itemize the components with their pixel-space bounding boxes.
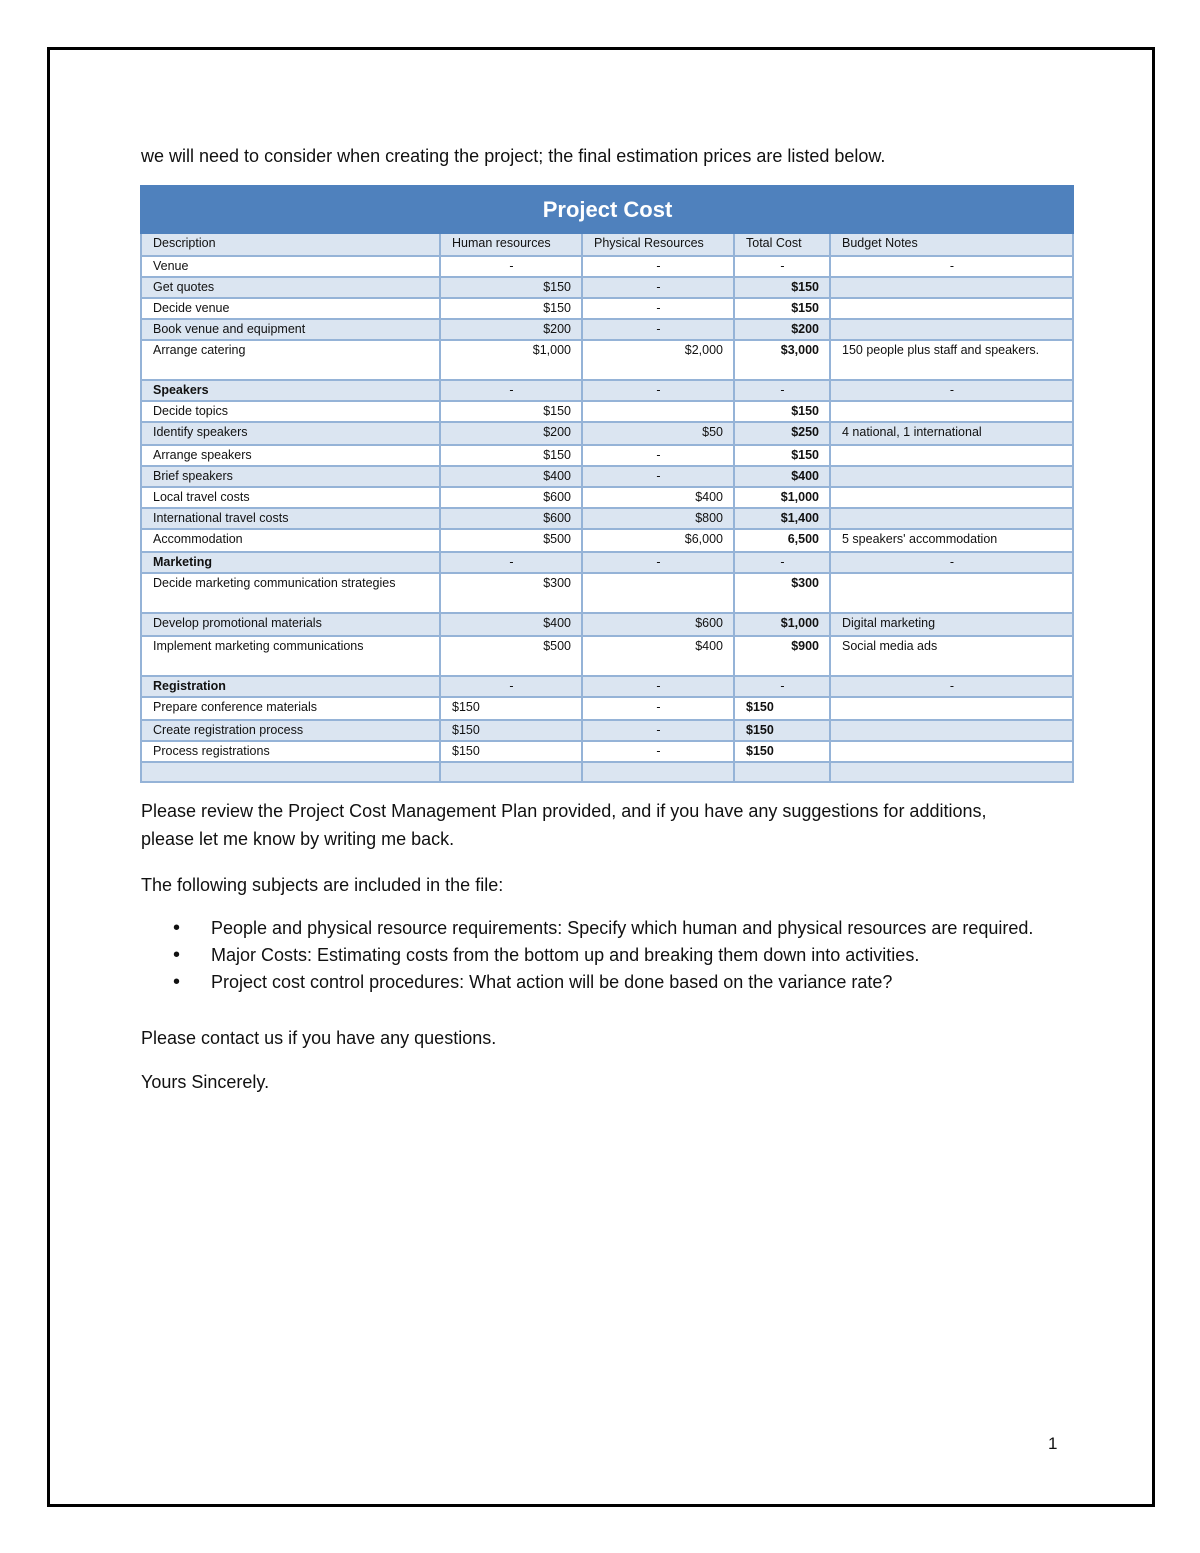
cell-human — [440, 762, 582, 782]
cell-description: Marketing — [141, 552, 440, 573]
cell-human: $200 — [440, 422, 582, 445]
cell-notes — [830, 741, 1073, 762]
cell-notes — [830, 466, 1073, 487]
cell-human: $150 — [440, 697, 582, 720]
table-row — [141, 720, 1073, 741]
cell-total: $150 — [734, 445, 830, 466]
cell-notes: 4 national, 1 international — [830, 422, 1073, 445]
cell-human: $150 — [440, 298, 582, 319]
closing-line: Yours Sincerely. — [141, 1072, 270, 1092]
cell-notes — [830, 401, 1073, 422]
table-row — [141, 508, 1073, 529]
cell-total: $150 — [734, 277, 830, 298]
cell-notes: - — [830, 552, 1073, 573]
table-row — [141, 380, 1073, 401]
cell-notes: - — [830, 676, 1073, 697]
table-row — [141, 298, 1073, 319]
table-row — [141, 762, 1073, 782]
cell-human: $150 — [440, 741, 582, 762]
subjects-paragraph: The following subjects are included in the file: — [141, 875, 504, 895]
table-row — [141, 552, 1073, 573]
cell-notes: Social media ads — [830, 636, 1073, 676]
cell-notes — [830, 720, 1073, 741]
cell-notes: Digital marketing — [830, 613, 1073, 636]
cell-total: $250 — [734, 422, 830, 445]
cell-human: $150 — [440, 720, 582, 741]
cell-physical: - — [582, 256, 734, 277]
table-row — [141, 466, 1073, 487]
table-row — [141, 256, 1073, 277]
cell-notes — [830, 487, 1073, 508]
cell-total: - — [734, 256, 830, 277]
cell-human: $300 — [440, 573, 582, 613]
cell-notes — [830, 508, 1073, 529]
cell-description: Venue — [141, 256, 440, 277]
header-physical-resources: Physical Resources — [582, 233, 734, 256]
cell-human: - — [440, 256, 582, 277]
cell-physical: - — [582, 676, 734, 697]
cell-human: $500 — [440, 529, 582, 552]
cell-description: Identify speakers — [141, 422, 440, 445]
cell-physical — [582, 401, 734, 422]
cell-total: $1,000 — [734, 487, 830, 508]
cell-human: $150 — [440, 445, 582, 466]
review-paragraph: Please review the Project Cost Management Plan provided, and if you have any suggestions for additions, please let me know by writing me back. — [141, 801, 987, 849]
cell-notes — [830, 298, 1073, 319]
cell-description: Prepare conference materials — [141, 697, 440, 720]
header-description: Description — [141, 233, 440, 256]
cell-physical: $400 — [582, 487, 734, 508]
cell-physical: $400 — [582, 636, 734, 676]
cell-description: Speakers — [141, 380, 440, 401]
cell-physical: - — [582, 445, 734, 466]
cell-physical — [582, 573, 734, 613]
cell-notes — [830, 762, 1073, 782]
cell-total: $3,000 — [734, 340, 830, 380]
cell-description: Arrange speakers — [141, 445, 440, 466]
cell-total: $400 — [734, 466, 830, 487]
cell-description: Decide marketing communication strategies — [141, 573, 440, 613]
cell-physical: - — [582, 697, 734, 720]
cell-physical: $600 — [582, 613, 734, 636]
project-cost-table — [140, 185, 1074, 783]
cell-description: Create registration process — [141, 720, 440, 741]
contact-paragraph: Please contact us if you have any questions. — [141, 1028, 497, 1048]
cell-human: $500 — [440, 636, 582, 676]
cell-description: Decide topics — [141, 401, 440, 422]
cell-total: - — [734, 676, 830, 697]
intro-text: we will need to consider when creating the project; the final estimation prices are listed below. — [141, 146, 886, 166]
cell-physical — [582, 762, 734, 782]
cell-total: $1,400 — [734, 508, 830, 529]
cell-description: Brief speakers — [141, 466, 440, 487]
cell-description: Decide venue — [141, 298, 440, 319]
cell-human: - — [440, 380, 582, 401]
cell-notes — [830, 573, 1073, 613]
table-row — [141, 277, 1073, 298]
table-row — [141, 573, 1073, 613]
page-number: 1 — [1048, 1434, 1058, 1453]
table-row — [141, 697, 1073, 720]
table-row — [141, 676, 1073, 697]
table-row — [141, 636, 1073, 676]
header-total-cost: Total Cost — [734, 233, 830, 256]
table-title: Project Cost — [141, 186, 1073, 233]
cell-total: $1,000 — [734, 613, 830, 636]
cell-total: 6,500 — [734, 529, 830, 552]
list-item: • People and physical resource requirements: Specify which human and physical resources are required. — [211, 915, 1041, 942]
cell-human: $200 — [440, 319, 582, 340]
cell-physical: $6,000 — [582, 529, 734, 552]
cell-description — [141, 762, 440, 782]
cell-total: $150 — [734, 697, 830, 720]
cell-description: Registration — [141, 676, 440, 697]
cell-description: Get quotes — [141, 277, 440, 298]
cell-physical: - — [582, 319, 734, 340]
cell-human: $600 — [440, 508, 582, 529]
cell-description: Arrange catering — [141, 340, 440, 380]
cell-notes: 5 speakers' accommodation — [830, 529, 1073, 552]
header-budget-notes: Budget Notes — [830, 233, 1073, 256]
cell-human: $600 — [440, 487, 582, 508]
table-row — [141, 529, 1073, 552]
cell-description: Accommodation — [141, 529, 440, 552]
cell-human: $400 — [440, 466, 582, 487]
cell-description: Develop promotional materials — [141, 613, 440, 636]
cell-total: $150 — [734, 741, 830, 762]
subjects-list — [141, 915, 1041, 996]
cell-description: Local travel costs — [141, 487, 440, 508]
cell-human: $400 — [440, 613, 582, 636]
cell-human: - — [440, 676, 582, 697]
table-row — [141, 401, 1073, 422]
cell-description: Implement marketing communications — [141, 636, 440, 676]
cell-description: Book venue and equipment — [141, 319, 440, 340]
cell-human: $150 — [440, 401, 582, 422]
cell-physical: $50 — [582, 422, 734, 445]
cell-total: $900 — [734, 636, 830, 676]
table-row — [141, 613, 1073, 636]
cell-description: International travel costs — [141, 508, 440, 529]
cell-physical: - — [582, 552, 734, 573]
cell-total: $300 — [734, 573, 830, 613]
cell-total: - — [734, 552, 830, 573]
table-row — [141, 445, 1073, 466]
cell-notes: - — [830, 380, 1073, 401]
cell-notes: - — [830, 256, 1073, 277]
table-row — [141, 422, 1073, 445]
table-header-row — [141, 233, 1073, 256]
cell-notes — [830, 697, 1073, 720]
cell-human: $150 — [440, 277, 582, 298]
cell-total — [734, 762, 830, 782]
cell-human: - — [440, 552, 582, 573]
cell-physical: $800 — [582, 508, 734, 529]
cell-human: $1,000 — [440, 340, 582, 380]
cell-notes — [830, 277, 1073, 298]
cell-notes — [830, 319, 1073, 340]
cell-physical: - — [582, 466, 734, 487]
cell-notes: 150 people plus staff and speakers. — [830, 340, 1073, 380]
cell-physical: - — [582, 298, 734, 319]
cell-total: $200 — [734, 319, 830, 340]
cell-physical: - — [582, 277, 734, 298]
cell-physical: - — [582, 741, 734, 762]
cell-physical: - — [582, 720, 734, 741]
cell-description: Process registrations — [141, 741, 440, 762]
list-item: • Major Costs: Estimating costs from the bottom up and breaking them down into activities. — [211, 942, 1041, 969]
table-row — [141, 487, 1073, 508]
cell-total: - — [734, 380, 830, 401]
table-row — [141, 741, 1073, 762]
cell-physical: $2,000 — [582, 340, 734, 380]
table-row — [141, 340, 1073, 380]
header-human-resources: Human resources — [440, 233, 582, 256]
table-row — [141, 319, 1073, 340]
cell-total: $150 — [734, 401, 830, 422]
cell-physical: - — [582, 380, 734, 401]
cell-total: $150 — [734, 298, 830, 319]
list-item: • Project cost control procedures: What action will be done based on the variance rate? — [211, 969, 1041, 996]
cell-total: $150 — [734, 720, 830, 741]
cell-notes — [830, 445, 1073, 466]
